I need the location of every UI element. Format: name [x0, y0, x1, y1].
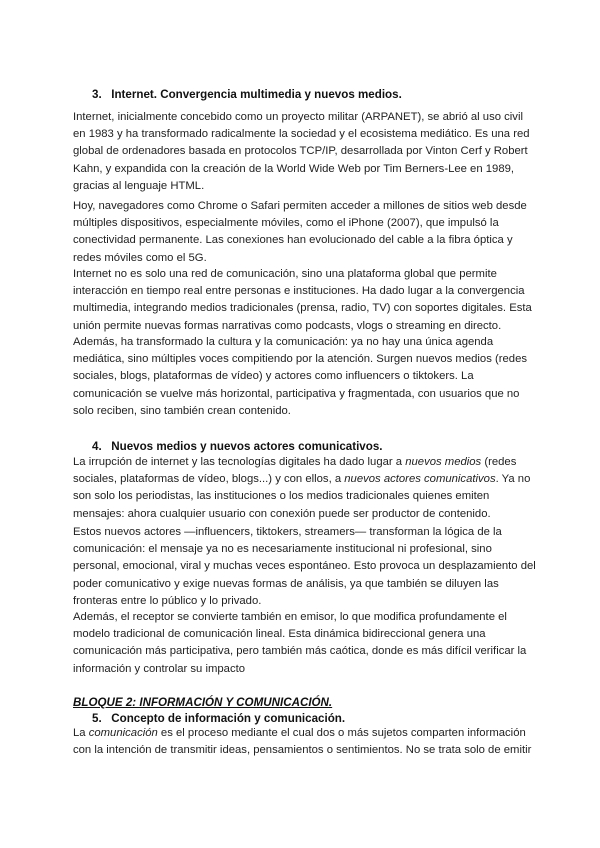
text-line [73, 471, 533, 488]
emphasis-nuevos-medios: nuevos medios [405, 456, 482, 468]
section-3-paragraph-4 [73, 334, 533, 420]
text-line: Además, ha transformado la cultura y la comunicación: ya no hay una única agenda [73, 336, 494, 348]
text-line: solo reciben, sino también crean contenido. [73, 404, 291, 417]
text-line: Además, el receptor se convierte también en emisor, lo que modifica profundamente el [73, 611, 507, 623]
text-run: (redes [481, 456, 517, 468]
section-4-paragraph-1 [73, 454, 533, 523]
text-line: personal, emocional, viral y muchas veces espontáneo. Esto provoca un desplazamiento del [73, 560, 536, 573]
text-line: multimedia, integrando medios tradicionales (prensa, radio, TV) con soportes digitales. Esta [73, 302, 532, 315]
text-line: comunicación: el mensaje ya no es necesariamente institucional ni profesional, sino [73, 543, 492, 556]
section-4-paragraph-2 [73, 524, 536, 610]
text-line: múltiples dispositivos, especialmente móviles, como el iPhone (2007), que impulsó la [73, 217, 499, 230]
text-line: global de ordenadores basada en protocolos TCP/IP, desarrollada por Vinton Cerf y Robert [73, 145, 528, 158]
bloque-2-title: BLOQUE 2: INFORMACIÓN Y COMUNICACIÓN. [73, 696, 333, 709]
text-run: . Ya no [495, 473, 531, 486]
section-number: 4. [92, 440, 102, 453]
text-line: Estos nuevos actores —influencers, tiktokers, streamers— transforman la lógica de la [73, 526, 502, 538]
section-5-paragraph-1 [73, 725, 533, 759]
text-line: Internet, inicialmente concebido como un proyecto militar (ARPANET), se abrió al uso civil [73, 111, 523, 123]
text-line: Kahn, y expandida con la creación de la World Wide Web por Tim Berners-Lee en 1989, [73, 162, 515, 175]
text-line: en 1983 y ha transformado radicalmente la sociedad y el ecosistema mediático. Es una red [73, 128, 530, 141]
text-line: con la intención de transmitir ideas, pensamientos o sentimientos. No se trata solo de emitir [73, 744, 532, 757]
text-line: sociales, blogs, plataformas de vídeo) y actores como influencers o tiktokers. La [73, 370, 474, 383]
text-line: son solo los periodistas, las instituciones o los medios tradicionales quienes emiten [73, 490, 490, 503]
text-line: modelo tradicional de comunicación lineal. Esta dinámica bidireccional genera una [73, 628, 486, 641]
text-run: es el proceso mediante el cual dos o más sujetos comparten información [157, 727, 526, 739]
text-run: sociales, plataformas de vídeo, blogs...) y con ellos, a [73, 473, 345, 486]
text-line: unión permite nuevas formas narrativas como podcasts, vlogs o streaming en directo. [73, 319, 502, 332]
section-title: Internet. Convergencia multimedia y nuevos medios. [111, 88, 402, 101]
text-line: información y controlar su impacto [73, 662, 246, 675]
section-5-heading [92, 712, 345, 725]
section-title: Concepto de información y comunicación. [111, 712, 346, 725]
text-line: Hoy, navegadores como Chrome o Safari permiten acceder a millones de sitios web desde [73, 200, 527, 212]
text-line: gracias al lenguaje HTML. [73, 179, 205, 192]
section-4-heading [92, 440, 383, 453]
section-title: Nuevos medios y nuevos actores comunicativos. [111, 440, 383, 453]
section-4-paragraph-3 [73, 609, 533, 678]
emphasis-nuevos-actores: nuevos actores comunicativos [344, 473, 496, 486]
section-3-heading [92, 88, 402, 101]
text-line: comunicación más participativa, pero también más caótica, donde es más difícil verificar la [73, 645, 527, 658]
text-line: mensajes: ahora cualquier usuario con conexión puede ser productor de contenido. [73, 507, 491, 520]
emphasis-comunicacion: comunicación [88, 727, 158, 739]
section-number: 5. [92, 712, 102, 725]
text-line [73, 454, 533, 471]
section-3-paragraph-2 [73, 198, 533, 267]
text-line [73, 725, 533, 742]
text-line: conectividad permanente. Las conexiones han evolucionado del cable a la fibra óptica y [73, 234, 513, 247]
text-line: mediática, sino múltiples voces compitiendo por la atención. Surgen nuevos medios (redes [73, 353, 527, 366]
text-line: interacción en tiempo real entre personas e instituciones. Ha dado lugar a la convergencia [73, 285, 525, 298]
text-run: La [73, 727, 89, 739]
text-line: poder comunicativo y exige nuevas formas de análisis, ya que también se diluyen las [73, 577, 499, 590]
text-run: La irrupción de internet y las tecnologías digitales ha dado lugar a [73, 456, 406, 468]
text-line: fronteras entre lo público y lo privado. [73, 594, 262, 607]
section-3-paragraph-1 [73, 109, 533, 195]
section-number: 3. [92, 88, 102, 101]
text-line: redes móviles como el 5G. [73, 251, 207, 264]
section-3-paragraph-3 [73, 266, 533, 335]
text-line: Internet no es solo una red de comunicación, sino una plataforma global que permite [73, 268, 497, 280]
text-line: comunicación se vuelve más horizontal, participativa y fragmentada, con usuarios que no [73, 387, 520, 400]
